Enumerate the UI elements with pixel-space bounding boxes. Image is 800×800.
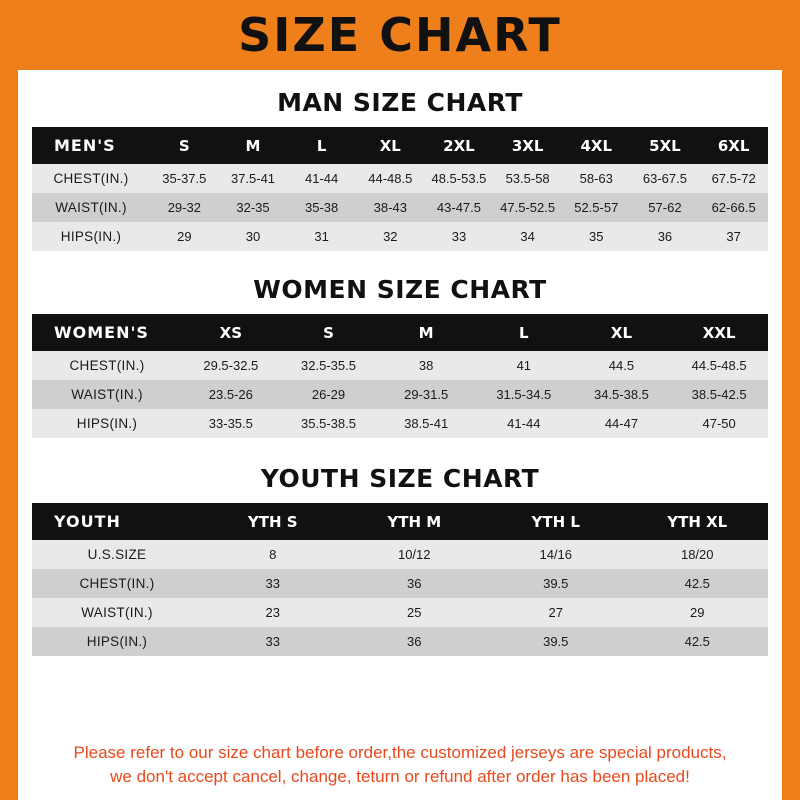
table-cell: 33-35.5 xyxy=(182,409,280,438)
table-row xyxy=(32,598,768,627)
table-cell: 36 xyxy=(344,627,486,656)
table-cell: 34 xyxy=(493,222,562,251)
table-cell: 27 xyxy=(485,598,627,627)
table-cell: 38 xyxy=(377,351,475,380)
row-label: WAIST(IN.) xyxy=(32,193,150,222)
table-cell: 33 xyxy=(202,627,344,656)
column-header: L xyxy=(287,127,356,164)
column-header: 6XL xyxy=(699,127,768,164)
column-header: WOMEN'S xyxy=(32,314,182,351)
row-label: HIPS(IN.) xyxy=(32,409,182,438)
table-row xyxy=(32,409,768,438)
table-cell: 39.5 xyxy=(485,569,627,598)
column-header: 5XL xyxy=(631,127,700,164)
column-header: XXL xyxy=(670,314,768,351)
table-cell: 44.5 xyxy=(573,351,671,380)
table-cell: 37 xyxy=(699,222,768,251)
page-banner xyxy=(0,0,800,70)
table-cell: 44-47 xyxy=(573,409,671,438)
table-cell: 37.5-41 xyxy=(219,164,288,193)
table-cell: 35-38 xyxy=(287,193,356,222)
table-cell: 44.5-48.5 xyxy=(670,351,768,380)
column-header: YOUTH xyxy=(32,503,202,540)
table-cell: 39.5 xyxy=(485,627,627,656)
youth-section-title: YOUTH SIZE CHART xyxy=(260,464,540,493)
table-row xyxy=(32,164,768,193)
women-section-title: WOMEN SIZE CHART xyxy=(253,275,547,304)
row-label: CHEST(IN.) xyxy=(32,569,202,598)
table-cell: 32.5-35.5 xyxy=(280,351,378,380)
row-label: CHEST(IN.) xyxy=(32,351,182,380)
table-cell: 25 xyxy=(344,598,486,627)
table-cell: 38.5-42.5 xyxy=(670,380,768,409)
table-cell: 47-50 xyxy=(670,409,768,438)
page-title: SIZE CHART xyxy=(238,8,562,62)
column-header: YTH L xyxy=(485,503,627,540)
table-row xyxy=(32,351,768,380)
column-header: XL xyxy=(356,127,425,164)
footer-line-1: Please refer to our size chart before order,the customized jerseys are special products, xyxy=(73,742,727,762)
column-header: 2XL xyxy=(425,127,494,164)
column-header: L xyxy=(475,314,573,351)
table-cell: 38-43 xyxy=(356,193,425,222)
table-row xyxy=(32,222,768,251)
table-cell: 41-44 xyxy=(287,164,356,193)
column-header: S xyxy=(150,127,219,164)
table-cell: 47.5-52.5 xyxy=(493,193,562,222)
table-cell: 32 xyxy=(356,222,425,251)
column-header: YTH M xyxy=(344,503,486,540)
row-label: U.S.SIZE xyxy=(32,540,202,569)
youth-size-table xyxy=(32,503,768,656)
table-cell: 34.5-38.5 xyxy=(573,380,671,409)
table-cell: 48.5-53.5 xyxy=(425,164,494,193)
column-header: YTH S xyxy=(202,503,344,540)
row-label: HIPS(IN.) xyxy=(32,222,150,251)
table-cell: 10/12 xyxy=(344,540,486,569)
table-cell: 35 xyxy=(562,222,631,251)
column-header: 3XL xyxy=(493,127,562,164)
table-cell: 29-32 xyxy=(150,193,219,222)
table-cell: 53.5-58 xyxy=(493,164,562,193)
table-cell: 38.5-41 xyxy=(377,409,475,438)
table-row xyxy=(32,627,768,656)
women-size-table xyxy=(32,314,768,438)
table-cell: 41-44 xyxy=(475,409,573,438)
chart-content xyxy=(18,70,782,800)
table-header-row xyxy=(32,503,768,540)
column-header: XL xyxy=(573,314,671,351)
table-cell: 14/16 xyxy=(485,540,627,569)
table-cell: 29-31.5 xyxy=(377,380,475,409)
column-header: YTH XL xyxy=(627,503,769,540)
table-cell: 63-67.5 xyxy=(631,164,700,193)
table-cell: 31.5-34.5 xyxy=(475,380,573,409)
table-cell: 42.5 xyxy=(627,627,769,656)
table-cell: 62-66.5 xyxy=(699,193,768,222)
column-header: M xyxy=(377,314,475,351)
table-cell: 35.5-38.5 xyxy=(280,409,378,438)
column-header: S xyxy=(280,314,378,351)
row-label: CHEST(IN.) xyxy=(32,164,150,193)
table-row xyxy=(32,380,768,409)
man-section-title: MAN SIZE CHART xyxy=(277,88,523,117)
table-cell: 8 xyxy=(202,540,344,569)
column-header: MEN'S xyxy=(32,127,150,164)
table-cell: 58-63 xyxy=(562,164,631,193)
row-label: WAIST(IN.) xyxy=(32,380,182,409)
table-cell: 44-48.5 xyxy=(356,164,425,193)
table-header-row xyxy=(32,127,768,164)
table-cell: 29 xyxy=(627,598,769,627)
table-cell: 29.5-32.5 xyxy=(182,351,280,380)
table-cell: 36 xyxy=(344,569,486,598)
table-cell: 42.5 xyxy=(627,569,769,598)
table-row xyxy=(32,193,768,222)
table-cell: 41 xyxy=(475,351,573,380)
column-header: XS xyxy=(182,314,280,351)
table-cell: 30 xyxy=(219,222,288,251)
table-cell: 33 xyxy=(202,569,344,598)
table-cell: 23 xyxy=(202,598,344,627)
table-cell: 36 xyxy=(631,222,700,251)
table-row xyxy=(32,569,768,598)
table-cell: 29 xyxy=(150,222,219,251)
row-label: HIPS(IN.) xyxy=(32,627,202,656)
table-cell: 26-29 xyxy=(280,380,378,409)
row-label: WAIST(IN.) xyxy=(32,598,202,627)
table-cell: 67.5-72 xyxy=(699,164,768,193)
table-header-row xyxy=(32,314,768,351)
column-header: M xyxy=(219,127,288,164)
footer-note xyxy=(18,741,782,790)
footer-line-2: we don't accept cancel, change, teturn or refund after order has been placed! xyxy=(110,767,690,787)
table-row xyxy=(32,540,768,569)
table-cell: 32-35 xyxy=(219,193,288,222)
table-cell: 43-47.5 xyxy=(425,193,494,222)
table-cell: 23.5-26 xyxy=(182,380,280,409)
table-cell: 31 xyxy=(287,222,356,251)
table-cell: 57-62 xyxy=(631,193,700,222)
table-cell: 35-37.5 xyxy=(150,164,219,193)
column-header: 4XL xyxy=(562,127,631,164)
table-cell: 18/20 xyxy=(627,540,769,569)
table-cell: 52.5-57 xyxy=(562,193,631,222)
man-size-table xyxy=(32,127,768,251)
table-cell: 33 xyxy=(425,222,494,251)
